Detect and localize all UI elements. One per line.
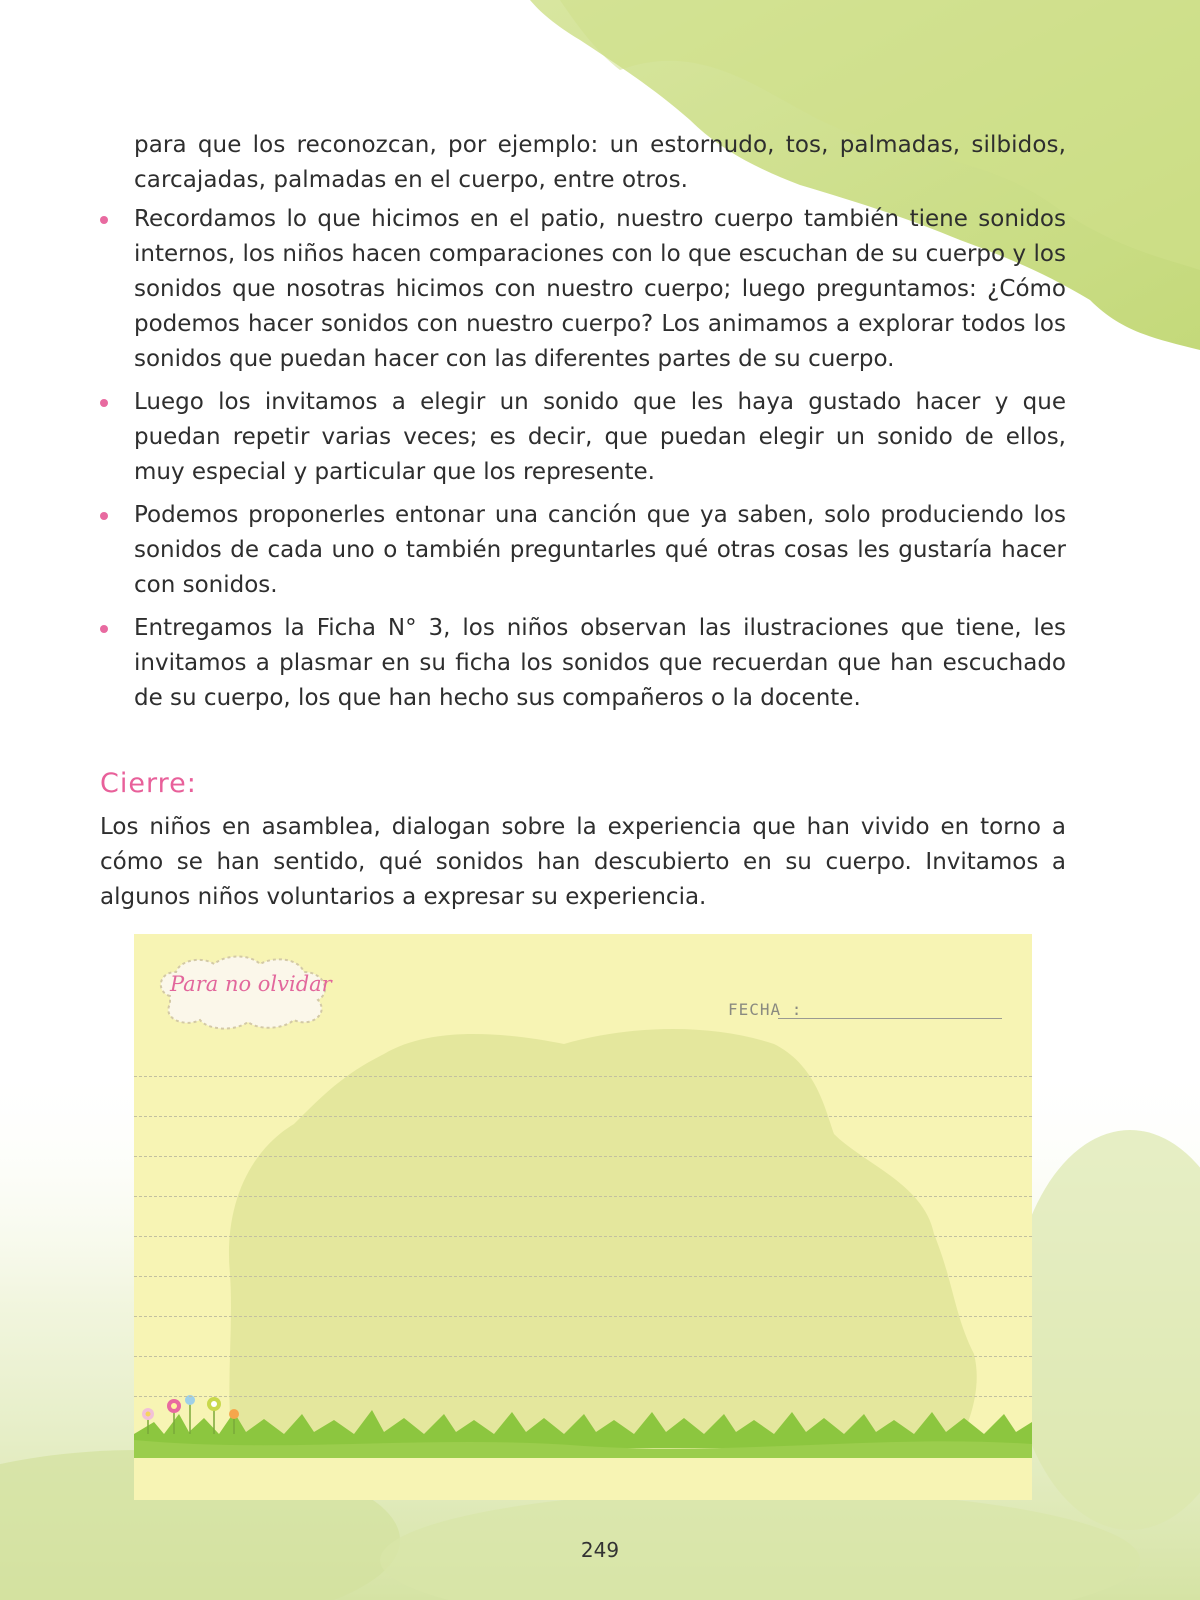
writing-line[interactable] [134,1396,1032,1397]
list-item [96,385,1066,490]
list-item-text: Podemos proponerles entonar una canción que ya saben, solo produciendo los sonidos de cada uno o también preguntarles qué otras cosas les gustaría hacer con sonidos. [134,502,1066,598]
list-item-text: Luego los invitamos a elegir un sonido que les haya gustado hacer y que puedan repetir varias veces; es decir, que puedan elegir un sonido de ellos, muy especial y particular que los represente. [134,389,1066,485]
list-item [96,202,1066,377]
writing-line[interactable] [134,1316,1032,1317]
intro-continuation: para que los reconozcan, por ejemplo: un estornudo, tos, palmadas, silbidos, carcajadas, palmadas en el cuerpo, entre otros. [134,132,1066,193]
note-card [134,934,1032,1500]
writing-line[interactable] [134,1076,1032,1077]
cierre-heading: Cierre: [100,768,197,799]
bullet-icon [100,512,108,520]
writing-line[interactable] [134,1236,1032,1237]
fecha-field[interactable] [778,1018,1002,1019]
list-item-text: Recordamos lo que hicimos en el patio, nuestro cuerpo también tiene sonidos internos, los niños hacen comparaciones con lo que escuchan de su cuerpo y los sonidos que nosotras hicimos con nuestro cuerpo; luego preguntamos: ¿Cómo podemos hacer sonidos con nuestro cuerpo? Los animamos a explorar todos los sonidos que puedan hacer con las diferentes partes de su cuerpo. [134,206,1066,372]
writing-line[interactable] [134,1116,1032,1117]
writing-line[interactable] [134,1276,1032,1277]
list-item-text: Entregamos la Ficha N° 3, los niños observan las ilustraciones que tiene, les invitamos a plasmar en su ficha los sonidos que recuerdan que han escuchado de su cuerpo, los que han hecho sus compañeros o la docente. [134,615,1066,711]
bullet-icon [100,625,108,633]
writing-line[interactable] [134,1356,1032,1357]
page-number: 249 [580,1538,620,1562]
bullet-icon [100,399,108,407]
writing-line[interactable] [134,1196,1032,1197]
list-item [96,498,1066,603]
note-card-label: Para no olvidar [170,972,332,996]
cierre-text: Los niños en asamblea, dialogan sobre la experiencia que han vivido en torno a cómo se han sentido, qué sonidos han descubierto en su cuerpo. Invitamos a algunos niños voluntarios a expresar su experiencia. [100,814,1066,910]
writing-line[interactable] [134,1156,1032,1157]
fecha-label: FECHA : [728,1000,803,1019]
list-item [96,611,1066,716]
bullet-icon [100,216,108,224]
activity-list [96,202,1066,724]
